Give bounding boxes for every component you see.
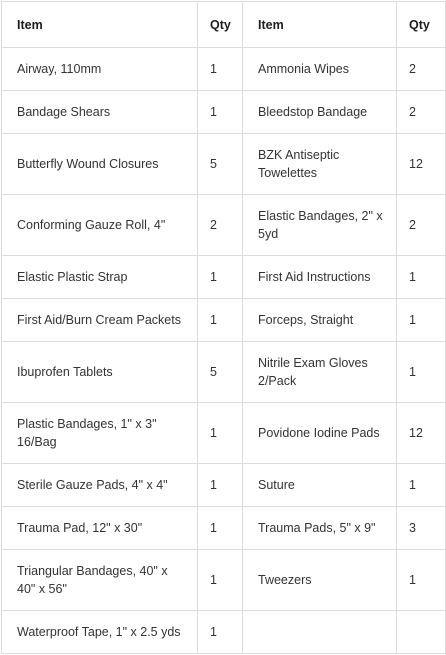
item-cell <box>243 611 397 654</box>
table-row <box>2 507 446 550</box>
table-row <box>2 611 446 654</box>
first-aid-kit-contents-table <box>1 1 446 654</box>
item-cell: First Aid/Burn Cream Packets <box>2 299 198 342</box>
table-row <box>2 134 446 195</box>
qty-cell: 1 <box>198 611 243 654</box>
item-cell: Elastic Bandages, 2" x 5yd <box>243 195 397 256</box>
qty-cell: 1 <box>198 256 243 299</box>
table-row <box>2 403 446 464</box>
header-item-left: Item <box>2 2 198 48</box>
header-item-right: Item <box>243 2 397 48</box>
qty-cell: 1 <box>198 299 243 342</box>
qty-cell: 1 <box>198 550 243 611</box>
qty-cell: 5 <box>198 134 243 195</box>
item-cell: Butterfly Wound Closures <box>2 134 198 195</box>
item-cell: Tweezers <box>243 550 397 611</box>
qty-cell: 1 <box>397 342 446 403</box>
table-row <box>2 299 446 342</box>
item-cell: First Aid Instructions <box>243 256 397 299</box>
qty-cell: 1 <box>198 48 243 91</box>
table-body <box>2 48 446 654</box>
qty-cell: 3 <box>397 507 446 550</box>
item-cell: Ibuprofen Tablets <box>2 342 198 403</box>
item-cell: Airway, 110mm <box>2 48 198 91</box>
qty-cell: 2 <box>198 195 243 256</box>
item-cell: Nitrile Exam Gloves 2/Pack <box>243 342 397 403</box>
item-cell: Suture <box>243 464 397 507</box>
qty-cell: 1 <box>198 403 243 464</box>
table-row <box>2 550 446 611</box>
qty-cell: 2 <box>397 91 446 134</box>
item-cell: Forceps, Straight <box>243 299 397 342</box>
item-cell: Elastic Plastic Strap <box>2 256 198 299</box>
qty-cell: 2 <box>397 48 446 91</box>
qty-cell: 12 <box>397 134 446 195</box>
table-row <box>2 256 446 299</box>
header-row <box>2 2 446 48</box>
table-row <box>2 464 446 507</box>
table-row <box>2 91 446 134</box>
table-row <box>2 48 446 91</box>
table-header <box>2 2 446 48</box>
qty-cell: 1 <box>397 256 446 299</box>
item-cell: Waterproof Tape, 1" x 2.5 yds <box>2 611 198 654</box>
qty-cell: 1 <box>397 550 446 611</box>
header-qty-right: Qty <box>397 2 446 48</box>
table-row <box>2 195 446 256</box>
qty-cell <box>397 611 446 654</box>
qty-cell: 1 <box>198 91 243 134</box>
item-cell: BZK Antiseptic Towelettes <box>243 134 397 195</box>
item-cell: Conforming Gauze Roll, 4" <box>2 195 198 256</box>
table-row <box>2 342 446 403</box>
qty-cell: 12 <box>397 403 446 464</box>
qty-cell: 2 <box>397 195 446 256</box>
item-cell: Sterile Gauze Pads, 4" x 4" <box>2 464 198 507</box>
qty-cell: 5 <box>198 342 243 403</box>
header-qty-left: Qty <box>198 2 243 48</box>
qty-cell: 1 <box>397 299 446 342</box>
item-cell: Plastic Bandages, 1" x 3" 16/Bag <box>2 403 198 464</box>
item-cell: Trauma Pad, 12" x 30" <box>2 507 198 550</box>
qty-cell: 1 <box>397 464 446 507</box>
qty-cell: 1 <box>198 507 243 550</box>
qty-cell: 1 <box>198 464 243 507</box>
item-cell: Bleedstop Bandage <box>243 91 397 134</box>
item-cell: Triangular Bandages, 40" x 40" x 56" <box>2 550 198 611</box>
item-cell: Ammonia Wipes <box>243 48 397 91</box>
item-cell: Bandage Shears <box>2 91 198 134</box>
item-cell: Trauma Pads, 5" x 9" <box>243 507 397 550</box>
item-cell: Povidone Iodine Pads <box>243 403 397 464</box>
